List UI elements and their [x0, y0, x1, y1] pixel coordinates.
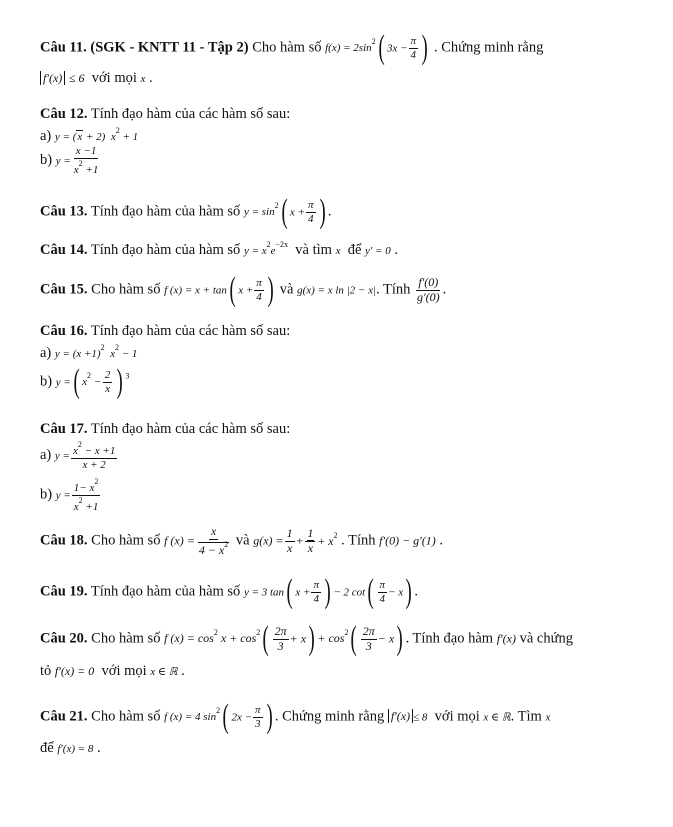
- formula: f (x) =: [164, 533, 195, 548]
- formula: f′(x) = 0: [54, 664, 95, 678]
- question-16-a: [40, 343, 137, 362]
- question-13: Câu 13. Tính đạo hàm của hàm số $y = \sin^2$( x + $\frac{\pi}{4}$ ) .: [40, 193, 332, 230]
- question-17: [40, 421, 290, 438]
- question-text: và tìm: [295, 242, 332, 258]
- formula: g(x) = x ln |2 − x|: [297, 284, 376, 297]
- source-note: (SGK - KNTT 11 - Tập 2): [90, 39, 249, 56]
- question-text: và chứng: [519, 630, 573, 647]
- question-text: Cho hàm số: [91, 708, 161, 725]
- question-text: . Tính: [341, 532, 376, 549]
- formula: f (x) = x + tan: [164, 284, 227, 297]
- question-11: Câu 11. (SGK - KNTT 11 - Tập 2) Cho hàm số $f(x) = 2\sin^2$( 3x − $\frac{\pi}{4}$ ) . Chứng minh rằng: [40, 29, 544, 66]
- question-text: với mọi: [101, 663, 147, 679]
- question-text: . Tính: [376, 281, 411, 298]
- formula: y =: [54, 449, 70, 462]
- formula: y = (x + 2) $x^2 + 1$: [54, 126, 139, 143]
- question-12-a: [40, 126, 138, 145]
- question-text: tỏ: [40, 663, 52, 679]
- formula: ≤ 6: [68, 71, 85, 85]
- part-label: b): [40, 373, 53, 390]
- formula: y′ = 0: [365, 245, 391, 257]
- question-text: Cho hàm số: [252, 39, 322, 56]
- question-label: Câu 20.: [40, 630, 88, 647]
- part-label: a): [40, 128, 52, 144]
- fraction: $\frac{\pi}{4}$: [307, 198, 314, 225]
- question-label: Câu 21.: [40, 708, 88, 725]
- formula: y = 3 tan: [243, 586, 285, 599]
- formula: $y = x^2e^{-2x}$: [243, 240, 289, 257]
- formula: f′(0) − g′(1): [379, 533, 436, 548]
- question-text: để: [347, 242, 362, 258]
- question-21-cont: để f′(x) = 8 .: [40, 740, 101, 756]
- question-21: Câu 21. Cho hàm số f (x) = 4 $\sin^2$( 2x − $\frac{\pi}{3}$ ) . Chứng minh rằng f′(x) ≤ 8 với mọi x ∈ ℝ. Tìm x: [40, 698, 551, 735]
- question-text: . Tính đạo hàm: [405, 630, 494, 647]
- question-text: với mọi: [91, 70, 137, 86]
- fraction: $\frac{\pi}{4}$: [256, 276, 262, 303]
- formula: f $(x) = \cos^2 x + \cos^2$: [164, 628, 261, 646]
- question-text: Tính đạo hàm của các hàm số sau:: [90, 106, 291, 122]
- fraction: $\frac{1}{x}$: [286, 526, 293, 555]
- question-18: Câu 18. Cho hàm số f (x) = $\frac{x}{4 - x^2}$ và g(x) = $\frac{1}{x}$ + $\frac{1}{x}$ + $x^2$ . Tính f′(0) − g′(1) .: [40, 524, 444, 557]
- fraction: $\frac{1}{x}$: [307, 526, 314, 555]
- question-20-cont: tỏ f′(x) = 0 với mọi x ∈ ℝ .: [40, 663, 185, 679]
- question-12: [40, 106, 290, 123]
- question-text: để: [40, 740, 54, 756]
- formula: f′(x): [496, 631, 516, 646]
- fraction: $\frac{x -1}{x^2 +1}$: [73, 145, 99, 176]
- formula: $f(x) = 2\sin^2$: [325, 37, 376, 55]
- formula: $y = \sin^2$: [243, 201, 279, 219]
- formula: f (x) = 4 $\sin^2$: [164, 706, 221, 724]
- question-text: Tính đạo hàm của hàm số: [90, 242, 241, 258]
- question-14: Câu 14. Tính đạo hàm của hàm số $y = x^2e^{-2x}$ và tìm x để y′ = 0 .: [40, 240, 398, 258]
- variable: x: [140, 73, 146, 85]
- question-20: Câu 20. Cho hàm số f $(x) = \cos^2 x + \cos^2$( $\frac{2\pi}{3}$ + $x) + \cos^2$( $\frac{2\pi}{3}$ − x) . Tính đạo hàm f′(x) và chứng: [40, 620, 573, 657]
- question-15: Câu 15. Cho hàm số f (x) = x + tan( x + $\frac{\pi}{4}$ ) và g(x) = x ln |2 − x|. Tính $\frac{f'(0)}{g'(0)}$ .: [40, 271, 447, 308]
- question-12-b: [40, 145, 101, 176]
- question-text: với mọi: [434, 708, 480, 725]
- question-16: [40, 323, 290, 340]
- formula: f′(x) = 8: [57, 743, 94, 755]
- question-label: Câu 13.: [40, 203, 88, 220]
- question-label: Câu 12.: [40, 106, 88, 122]
- question-text: Tính đạo hàm của hàm số: [90, 203, 241, 220]
- fraction: $\frac{1- x^2}{x^2 +1}$: [73, 477, 99, 513]
- question-label: Câu 14.: [40, 242, 88, 258]
- question-19: Câu 19. Tính đạo hàm của hàm số y = 3 tan( x + $\frac{\pi}{4}$ ) − 2 cot( $\frac{\pi}{4}$ − x) .: [40, 573, 419, 610]
- fraction: $\frac{\pi}{4}$: [313, 578, 319, 605]
- formula-abs: f′(x): [388, 709, 413, 723]
- fraction: $\frac{f'(0)}{g'(0)}$: [417, 274, 440, 304]
- question-label: Câu 11.: [40, 39, 87, 56]
- formula: y =: [55, 489, 71, 502]
- fraction: $\frac{\pi}{4}$: [379, 578, 386, 605]
- question-11-cont: f′(x) ≤ 6 với mọi x .: [40, 70, 153, 87]
- question-label: Câu 18.: [40, 532, 88, 549]
- fraction: $\frac{x^2 - x +1}{x + 2}$: [72, 440, 116, 471]
- question-label: Câu 15.: [40, 281, 88, 298]
- fraction: $\frac{x}{4 - x^2}$: [198, 524, 229, 557]
- formula-abs: f′(x): [40, 71, 65, 85]
- fraction: $\frac{2}{x}$: [104, 368, 111, 395]
- part-label: b): [40, 151, 53, 168]
- formula: ≤ 8: [413, 711, 428, 724]
- formula: y =: [55, 154, 71, 167]
- question-text: Tính đạo hàm của các hàm số sau:: [90, 323, 291, 339]
- formula: y =: [55, 376, 71, 389]
- question-text: và: [235, 532, 250, 549]
- formula: $y = (x +1)^2$ $x^2 - 1$: [54, 343, 138, 360]
- fraction: $\frac{2\pi}{3}$: [274, 623, 287, 653]
- question-label: Câu 17.: [40, 421, 88, 437]
- question-text: Tính đạo hàm của hàm số: [90, 583, 241, 600]
- question-text: . Tìm: [510, 708, 542, 725]
- part-label: a): [40, 345, 52, 361]
- fraction: $\frac{\pi}{4}$: [410, 34, 417, 61]
- question-text: . Chứng minh rằng: [274, 708, 385, 725]
- question-17-a: [40, 440, 118, 471]
- question-text: Tính đạo hàm của các hàm số sau:: [90, 421, 291, 437]
- question-text: Cho hàm số: [91, 532, 161, 549]
- question-text: Cho hàm số: [91, 630, 161, 647]
- question-label: Câu 19.: [40, 583, 88, 600]
- question-text: và: [279, 281, 294, 298]
- question-16-b: b) y =( $x^2$ − $\frac{2}{x}$ ) $^3$: [40, 363, 130, 400]
- question-17-b: [40, 477, 101, 513]
- question-text: . Chứng minh rằng: [434, 39, 544, 56]
- fraction: $\frac{2\pi}{3}$: [362, 623, 375, 653]
- part-label: b): [40, 486, 53, 503]
- question-text: Cho hàm số: [91, 281, 161, 298]
- part-label: a): [40, 446, 52, 463]
- fraction: $\frac{\pi}{3}$: [255, 703, 261, 730]
- formula: g(x) =: [253, 533, 284, 548]
- question-label: Câu 16.: [40, 323, 88, 339]
